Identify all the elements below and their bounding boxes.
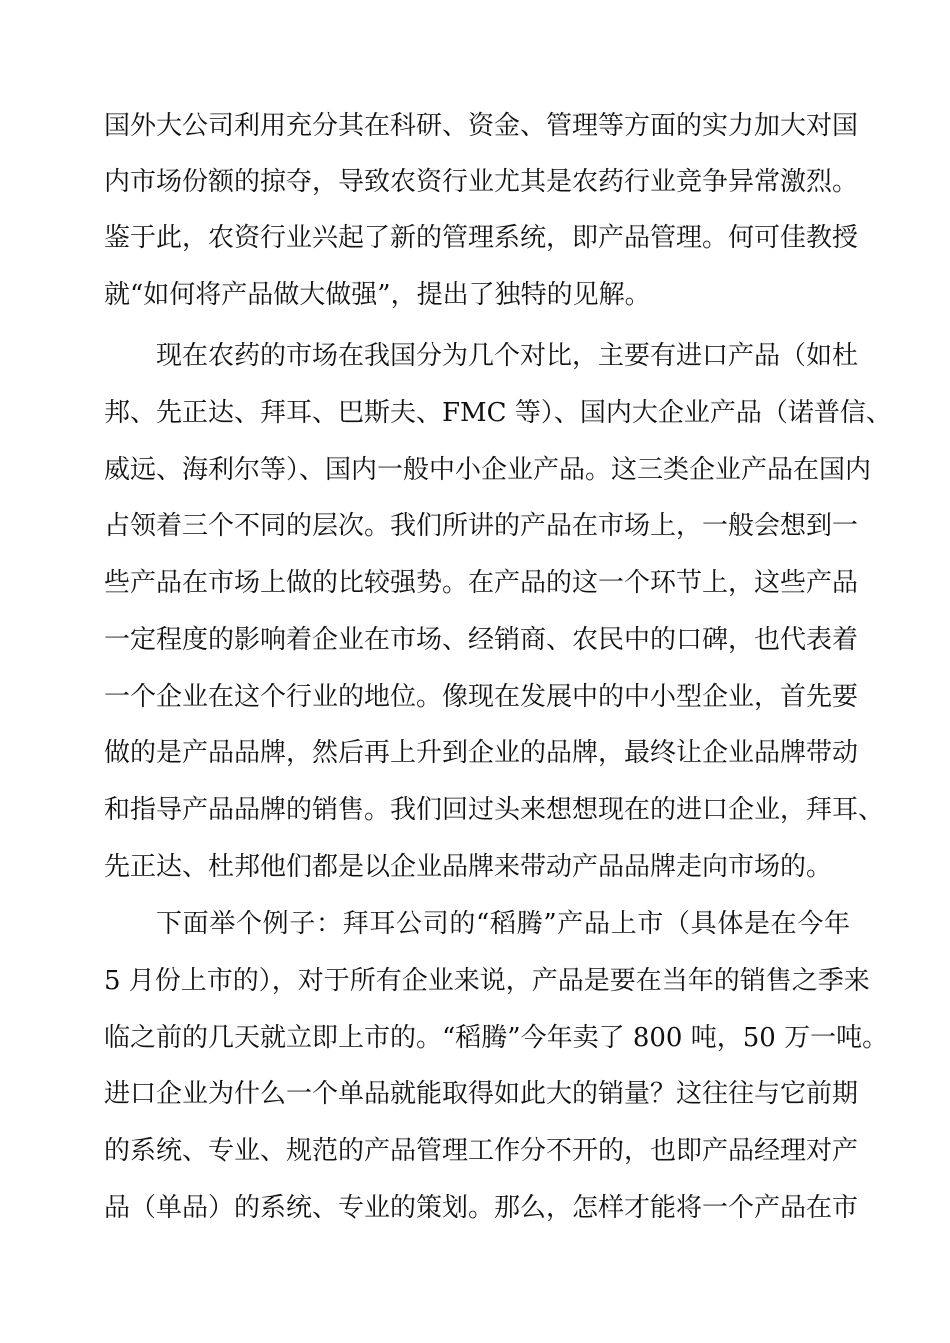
text-line-20: 品（单品）的系统、专业的策划。那么，怎样才能将一个产品在市 (104, 1193, 859, 1223)
text-line-16: 5 月份上市的），对于所有企业来说，产品是要在当年的销售之季来 (104, 966, 870, 996)
text-line-3: 鉴于此，农资行业兴起了新的管理系统，即产品管理。何可佳教授 (104, 223, 859, 253)
text-line-8: 占领着三个不同的层次。我们所讲的产品在市场上，一般会想到一 (104, 511, 859, 541)
text-line-4: 就“如何将产品做大做强”，提出了独特的见解。 (104, 280, 651, 310)
text-line-5: 现在农药的市场在我国分为几个对比，主要有进口产品（如杜 (156, 341, 859, 371)
text-line-18: 进口企业为什么一个单品就能取得如此大的销量？这往往与它前期 (104, 1079, 859, 1109)
text-line-1: 国外大公司利用充分其在科研、资金、管理等方面的实力加大对国 (104, 111, 859, 141)
text-line-2: 内市场份额的掠夺，导致农资行业尤其是农药行业竞争异常激烈。 (104, 167, 859, 197)
text-line-10: 一定程度的影响着企业在市场、经销商、农民中的口碑，也代表着 (104, 625, 859, 655)
text-line-13: 和指导产品品牌的销售。我们回过头来想想现在的进口企业，拜耳、 (104, 795, 885, 825)
text-line-11: 一个企业在这个行业的地位。像现在发展中的中小型企业，首先要 (104, 682, 859, 712)
text-line-12: 做的是产品品牌，然后再上升到企业的品牌，最终让企业品牌带动 (104, 738, 859, 768)
text-line-17: 临之前的几天就立即上市的。“稻腾”今年卖了 800 吨，50 万一吨。 (104, 1023, 889, 1053)
text-line-9: 些产品在市场上做的比较强势。在产品的这一个环节上，这些产品 (104, 568, 859, 598)
text-line-7: 威远、海利尔等）、国内一般中小企业产品。这三类企业产品在国内 (104, 455, 872, 485)
text-line-15: 下面举个例子：拜耳公司的“稻腾”产品上市（具体是在今年 (156, 909, 850, 939)
text-line-6: 邦、先正达、拜耳、巴斯夫、FMC 等）、国内大企业产品（诺普信、 (104, 398, 892, 428)
text-line-14: 先正达、杜邦他们都是以企业品牌来带动产品品牌走向市场的。 (104, 852, 833, 882)
text-line-19: 的系统、专业、规范的产品管理工作分不开的，也即产品经理对产 (104, 1136, 859, 1166)
